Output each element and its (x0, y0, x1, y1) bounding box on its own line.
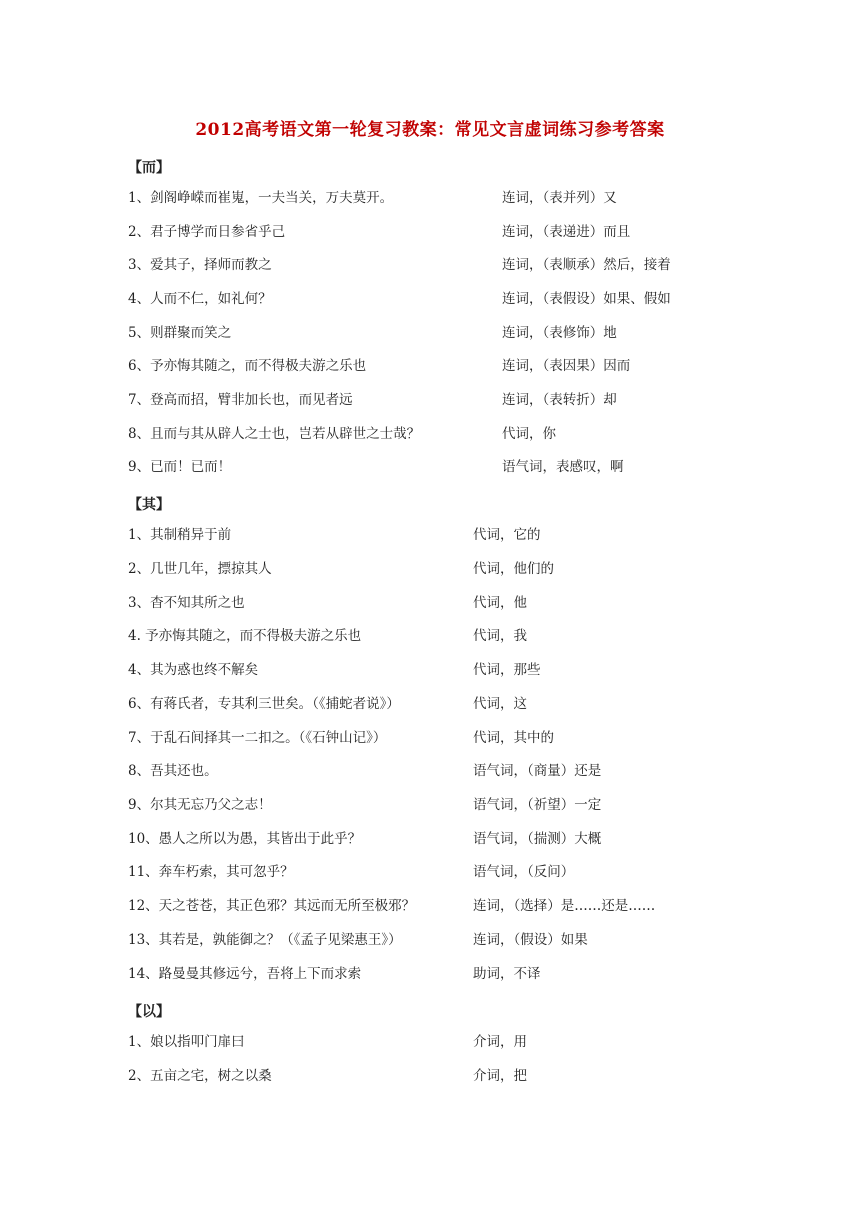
list-item (0, 625, 860, 647)
question-text: 9、已而！已而！ (128, 459, 232, 475)
page-title: 2012高考语文第一轮复习教案：常见文言虚词练习参考答案 (195, 120, 665, 140)
answer-text: 连词，（表假设）如果、假如 (502, 291, 671, 307)
question-text: 4、人而不仁，如礼何？ (128, 291, 272, 307)
list-item (0, 861, 860, 883)
question-text: 7、于乱石间择其一二扣之。（《石钟山记》） (128, 730, 387, 746)
section-heading: 【其】 (128, 497, 170, 513)
list-item (0, 558, 860, 580)
answer-text: 连词，（表递进）而且 (502, 224, 631, 240)
answer-text: 代词，那些 (473, 662, 541, 678)
list-item (0, 794, 860, 816)
question-text: 4、其为惑也终不解矣 (128, 662, 259, 678)
answer-text: 代词，他 (473, 595, 527, 611)
question-text: 3、爱其子，择师而教之 (128, 257, 272, 273)
answer-text: 代词，这 (473, 696, 527, 712)
list-item (0, 456, 860, 478)
answer-text: 语气词，（祈望）一定 (473, 797, 602, 813)
answer-text: 语气词，（反问） (473, 864, 575, 880)
list-item (0, 389, 860, 411)
answer-text: 连词，（选择）是……还是…… (473, 898, 656, 914)
answer-text: 连词，（表转折）却 (502, 392, 617, 408)
answer-text: 助词，不译 (473, 966, 541, 982)
question-text: 12、天之苍苍，其正色邪？其远而无所至极邪？ (128, 898, 416, 914)
answer-text: 语气词，（商量）还是 (473, 763, 602, 779)
question-text: 13、其若是，孰能御之？（《孟子见梁惠王》） (128, 932, 402, 948)
list-item (0, 828, 860, 850)
question-text: 6、有蒋氏者，专其利三世矣。（《捕蛇者说》） (128, 696, 400, 712)
answer-text: 连词，（表顺承）然后，接着 (502, 257, 671, 273)
question-text: 10、愚人之所以为愚，其皆出于此乎？ (128, 831, 362, 847)
question-text: 1、剑阁峥嵘而崔嵬，一夫当关，万夫莫开。 (128, 190, 394, 206)
question-text: 1、娘以指叩门扉曰 (128, 1034, 245, 1050)
answer-text: 代词，我 (473, 628, 527, 644)
answer-text: 代词，它的 (473, 527, 541, 543)
question-text: 8、吾其还也。 (128, 763, 218, 779)
answer-text: 连词，（表修饰）地 (502, 325, 617, 341)
question-text: 9、尔其无忘乃父之志！ (128, 797, 272, 813)
list-item (0, 693, 860, 715)
answer-text: 代词，你 (502, 426, 556, 442)
question-text: 8、且而与其从辟人之士也，岂若从辟世之士哉？ (128, 426, 421, 442)
question-text: 6、予亦悔其随之，而不得极夫游之乐也 (128, 358, 367, 374)
list-item (0, 254, 860, 276)
question-text: 2、几世几年，摽掠其人 (128, 561, 272, 577)
question-text: 5、则群聚而笑之 (128, 325, 232, 341)
list-item (0, 963, 860, 985)
answer-text: 代词，他们的 (473, 561, 554, 577)
question-text: 4. 予亦悔其随之，而不得极夫游之乐也 (128, 628, 362, 644)
list-item (0, 760, 860, 782)
answer-text: 连词，（表并列）又 (502, 190, 617, 206)
answer-text: 介词，用 (473, 1034, 527, 1050)
list-item (0, 895, 860, 917)
list-item (0, 929, 860, 951)
list-item (0, 221, 860, 243)
answer-text: 代词，其中的 (473, 730, 554, 746)
list-item (0, 592, 860, 614)
section-heading: 【而】 (128, 160, 170, 176)
answer-text: 语气词，（揣测）大概 (473, 831, 602, 847)
question-text: 11、奔车朽索，其可忽乎？ (128, 864, 294, 880)
list-item (0, 524, 860, 546)
list-item (0, 423, 860, 445)
answer-text: 语气词，表感叹，啊 (502, 459, 624, 475)
list-item (0, 727, 860, 749)
answer-text: 连词，（表因果）因而 (502, 358, 631, 374)
question-text: 2、五亩之宅，树之以桑 (128, 1068, 272, 1084)
section-heading: 【以】 (128, 1004, 170, 1020)
question-text: 2、君子博学而日参省乎己 (128, 224, 286, 240)
question-text: 3、杳不知其所之也 (128, 595, 245, 611)
answer-text: 介词，把 (473, 1068, 527, 1084)
answer-text: 连词，（假设）如果 (473, 932, 588, 948)
list-item (0, 288, 860, 310)
list-item (0, 355, 860, 377)
list-item (0, 1065, 860, 1087)
question-text: 14、路曼曼其修远兮，吾将上下而求索 (128, 966, 362, 982)
question-text: 1、其制稍异于前 (128, 527, 232, 543)
question-text: 7、登高而招，臂非加长也，而见者远 (128, 392, 353, 408)
list-item (0, 1031, 860, 1053)
list-item (0, 659, 860, 681)
list-item (0, 322, 860, 344)
list-item (0, 187, 860, 209)
